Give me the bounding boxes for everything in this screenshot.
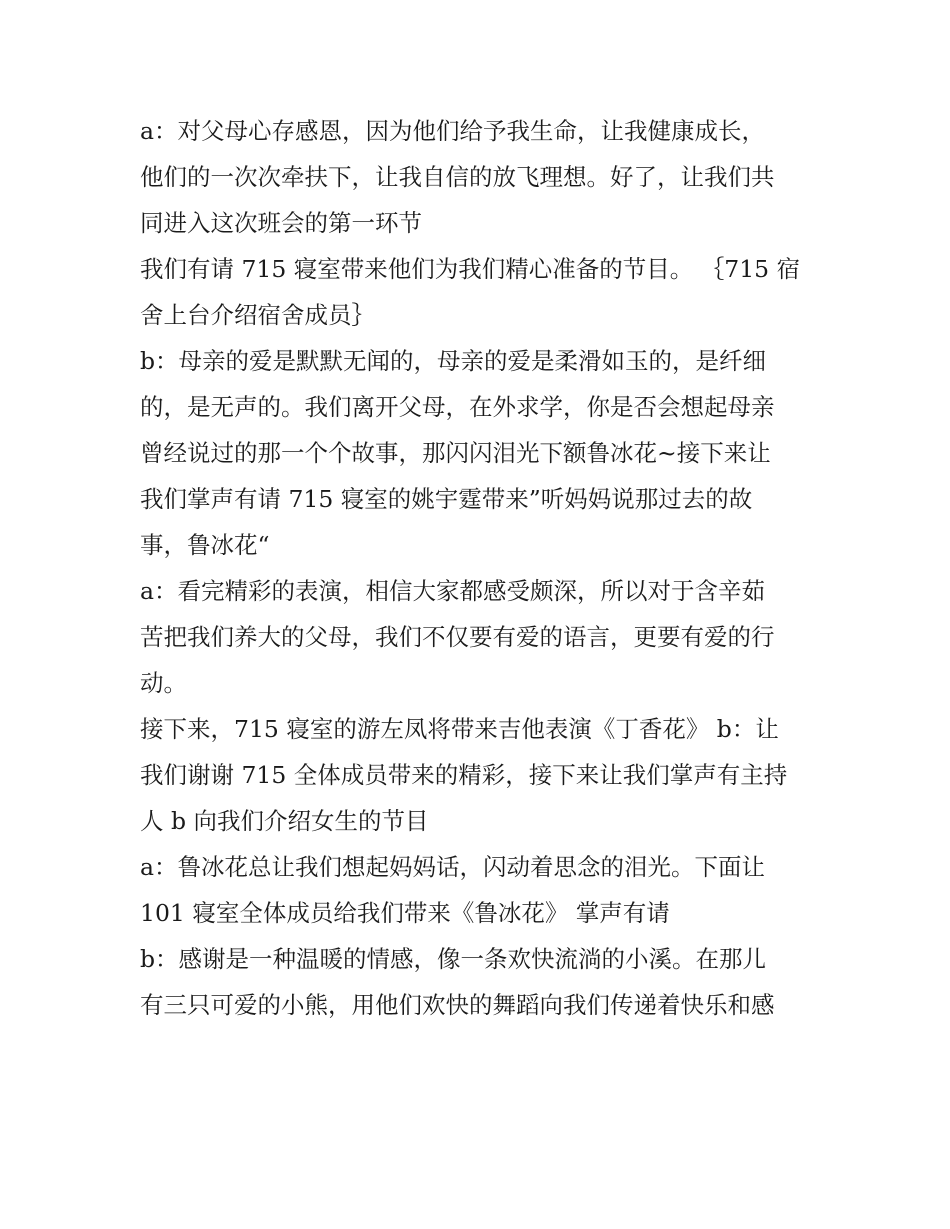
text-line: b：母亲的爱是默默无闻的，母亲的爱是柔滑如玉的，是纤细 <box>140 347 767 375</box>
document-body <box>140 108 820 1028</box>
text-line: 的，是无声的。我们离开父母，在外求学，你是否会想起母亲 <box>140 393 775 421</box>
text-line: 我们谢谢 715 全体成员带来的精彩，接下来让我们掌声有主持 <box>140 761 788 789</box>
text-line: 事，鲁冰花“ <box>140 531 270 559</box>
text-line: 我们有请 715 寝室带来他们为我们精心准备的节目。 ｛715 宿 <box>140 255 801 283</box>
text-line: 他们的一次次牵扶下，让我自信的放飞理想。好了，让我们共 <box>140 163 775 191</box>
text-line: a：对父母心存感恩，因为他们给予我生命，让我健康成长， <box>140 117 766 145</box>
text-line: 同进入这次班会的第一环节 <box>140 209 422 237</box>
text-line: 舍上台介绍宿舍成员｝ <box>140 301 375 329</box>
text-line: 我们掌声有请 715 寝室的姚宇霆带来”听妈妈说那过去的故 <box>140 485 753 513</box>
text-line: 101 寝室全体成员给我们带来《鲁冰花》 掌声有请 <box>140 899 670 927</box>
text-line: 曾经说过的那一个个故事，那闪闪泪光下额鲁冰花~接下来让 <box>140 439 771 467</box>
text-line: 动。 <box>140 669 187 697</box>
text-line: 苦把我们养大的父母，我们不仅要有爱的语言，更要有爱的行 <box>140 623 775 651</box>
text-line: a：鲁冰花总让我们想起妈妈话，闪动着思念的泪光。下面让 <box>140 853 766 881</box>
text-line: b：感谢是一种温暖的情感，像一条欢快流淌的小溪。在那儿 <box>140 945 767 973</box>
text-line: 有三只可爱的小熊，用他们欢快的舞蹈向我们传递着快乐和感 <box>140 991 775 1019</box>
text-line: 接下来，715 寝室的游左凤将带来吉他表演《丁香花》 b：让 <box>140 715 779 743</box>
text-line: a：看完精彩的表演，相信大家都感受颇深，所以对于含辛茹 <box>140 577 766 605</box>
text-line: 人 b 向我们介绍女生的节目 <box>140 807 429 835</box>
